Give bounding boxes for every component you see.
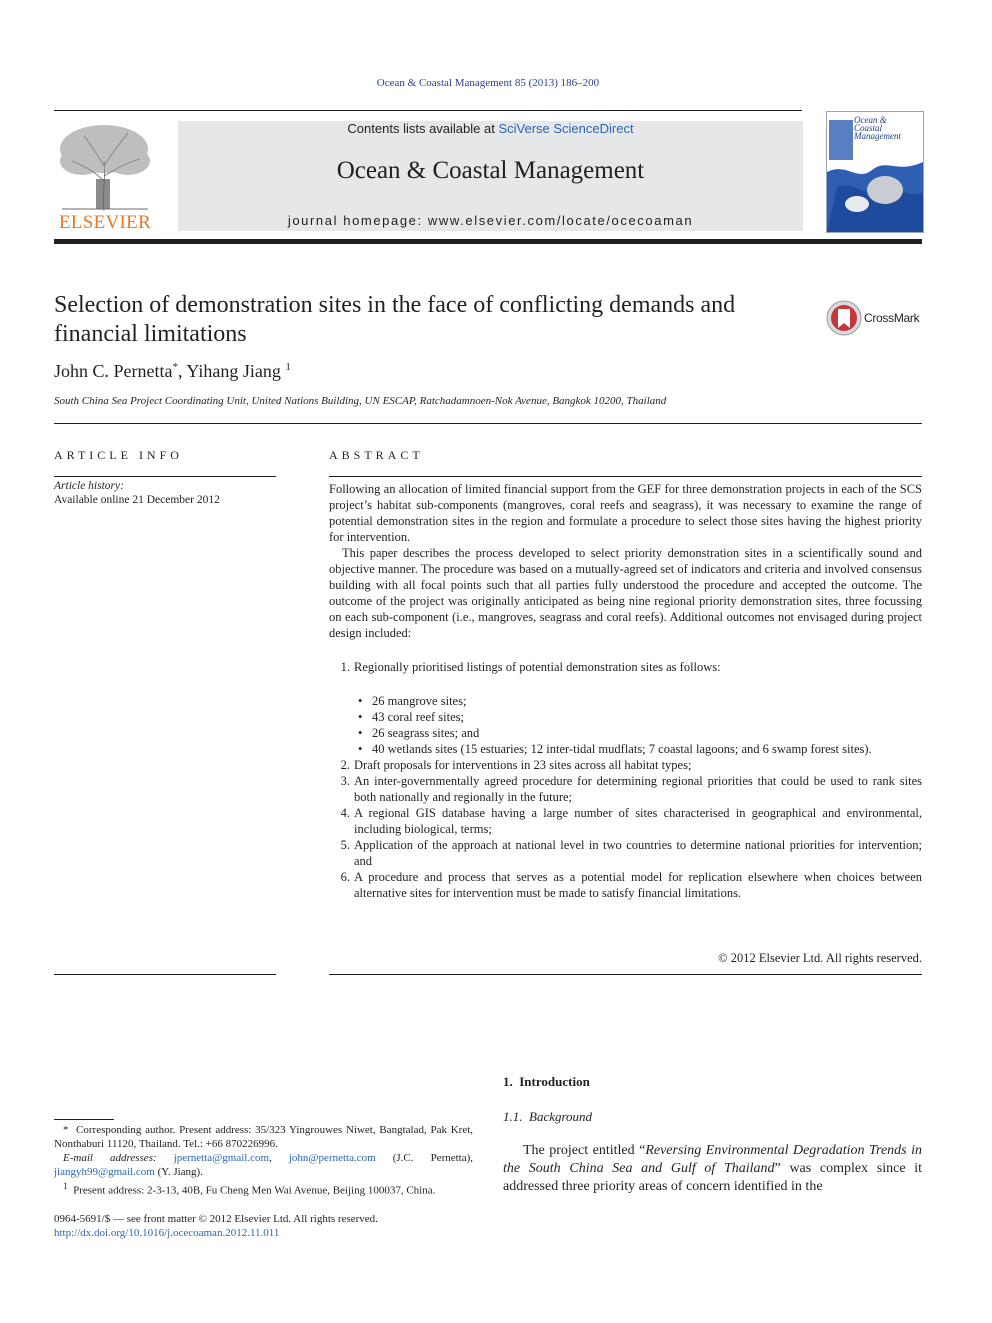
article-info-end-rule	[54, 974, 276, 975]
bullet-icon: •	[358, 742, 363, 756]
bullet-item	[354, 725, 922, 741]
email-link[interactable]: jiangyh99@gmail.com	[54, 1166, 155, 1178]
list-text: Draft proposals for interventions in 23 sites across all habitat types;	[354, 758, 692, 772]
list-number: 2.	[340, 758, 350, 772]
article-info-rule	[54, 476, 276, 477]
list-text: A procedure and process that serves as a potential model for replication elsewhere when choices between alternative sites for intervention must be made to satisfy financial limitations.	[354, 870, 922, 900]
article-title: Selection of demonstration sites in the face of conflicting demands and financial limitations	[54, 292, 736, 347]
footnote-text: Corresponding author. Present address: 35/323 Yingrouwes Niwet, Bangtalad, Pak Kret, Nonthaburi 11120, Thailand. Tel.: +66 870226996.	[54, 1124, 474, 1150]
list-item	[329, 773, 922, 805]
outcomes-list	[329, 659, 922, 901]
abstract-heading: ABSTRACT	[329, 448, 424, 462]
body-text-end: ” was complex since it addressed three priority areas of concern identified in the	[503, 1161, 923, 1194]
bullet-icon: •	[358, 694, 363, 708]
bullet-item	[354, 693, 922, 709]
email-owner: (J.C. Pernetta),	[392, 1152, 474, 1164]
footnotes	[54, 1123, 473, 1198]
history-label: Article history:	[54, 480, 124, 492]
journal-homepage[interactable]: journal homepage: www.elsevier.com/locate/ocecoaman	[287, 213, 694, 228]
crossmark-label[interactable]: CrossMark	[864, 311, 920, 325]
author-name[interactable]: Yihang Jiang	[186, 361, 281, 381]
abstract-paragraph: This paper describes the process developed to select priority demonstration sites in a scientifically sound and objective manner. The procedure was based on a mutually-agreed set of indicators and criteria and involved consensus building with all focal points such that all parties fully understood the procedure and accepted the outcome. The outcome of the project was originally anticipated as being nine regional priority demonstration sites, three focussing on each sub-component (i.e., mangroves, seagrass and coral reefs). Additional outcomes not envisaged during project design included:	[329, 546, 922, 640]
bullet-icon: •	[358, 726, 363, 740]
journal-citation[interactable]: Ocean & Coastal Management 85 (2013) 186–200	[376, 77, 600, 89]
email-owner: (Y. Jiang).	[157, 1166, 203, 1178]
cover-title: Ocean & Coastal Management	[854, 115, 901, 141]
email-link[interactable]: jpernetta@gmail.com	[173, 1152, 270, 1164]
doi-link[interactable]: http://dx.doi.org/10.1016/j.ocecoaman.2012.11.011	[54, 1227, 280, 1239]
list-text: Regionally prioritised listings of potential demonstration sites as follows:	[354, 660, 721, 674]
journal-cover-image	[826, 111, 924, 233]
section-heading: 1. Introduction	[503, 1074, 590, 1089]
bullet-text: 43 coral reef sites;	[372, 710, 464, 724]
bullet-text: 26 mangrove sites;	[372, 694, 467, 708]
list-number: 6.	[340, 870, 350, 884]
project-title: Reversing Environmental Degradation Trends in the South China Sea and Gulf of Thailand	[503, 1143, 922, 1176]
list-number: 5.	[340, 838, 350, 852]
header-top-rule	[54, 110, 802, 111]
footnote-corresponding	[54, 1123, 473, 1151]
abstract-copyright: © 2012 Elsevier Ltd. All rights reserved.	[718, 951, 922, 965]
list-number: 4.	[340, 806, 350, 820]
footnote-rule	[54, 1119, 114, 1120]
list-item	[329, 659, 922, 757]
header-thick-rule	[54, 239, 922, 244]
abstract-text	[329, 481, 922, 641]
journal-title: Ocean & Coastal Management	[336, 157, 645, 184]
author-name[interactable]: John C. Pernetta	[54, 361, 173, 381]
email-link[interactable]: john@pernetta.com	[288, 1152, 376, 1164]
issn-line: 0964-5691/$ — see front matter © 2012 Elsevier Ltd. All rights reserved.	[54, 1213, 378, 1225]
body-paragraph	[503, 1142, 922, 1196]
abstract-paragraph: Following an allocation of limited financial support from the GEF for three demonstration projects in each of the SCS project’s habitat sub-components (mangroves, coral reefs and seagrass), it was necessary to examine the range of potential demonstration sites in the region and formulate a procedure to select those sites having the highest priority for intervention.	[329, 482, 922, 544]
author-affiliation: South China Sea Project Coordinating Unit, United Nations Building, UN ESCAP, Ratchadamnoen-Nok Avenue, Bangkok 10200, Thailand	[54, 395, 667, 407]
body-text-start: The project entitled “	[523, 1143, 646, 1158]
subsection-heading: 1.1. Background	[503, 1109, 593, 1124]
list-item	[329, 757, 922, 773]
list-text: An inter-governmentally agreed procedure for determining regional priorities that could be used to rank sites both nationally and regionally in the future;	[354, 774, 922, 804]
contents-line	[178, 121, 803, 136]
list-text: Application of the approach at national level in two countries to determine national priorities for intervention; and	[354, 838, 922, 868]
list-item	[329, 805, 922, 837]
author-list: John C. Pernetta*, Yihang Jiang $^1$	[54, 361, 291, 381]
contents-prefix: Contents lists available at	[347, 121, 499, 136]
publisher-name: ELSEVIER	[58, 212, 152, 233]
list-text: A regional GIS database having a large number of sites characterised in geographical and environmental, including biological, terms;	[354, 806, 922, 836]
bullet-icon: •	[358, 710, 363, 724]
footnote-text: Present address: 2-3-13, 40B, Fu Cheng Men Wai Avenue, Beijing 100037, China.	[73, 1184, 436, 1197]
author-mark[interactable]: *	[172, 361, 178, 373]
email-label: E-mail addresses:	[63, 1152, 157, 1164]
journal-banner	[178, 121, 803, 231]
issn-block	[54, 1212, 378, 1240]
abstract-end-rule	[329, 974, 922, 975]
list-item	[329, 869, 922, 901]
article-info-heading: ARTICLE INFO	[54, 448, 183, 462]
abstract-rule	[329, 476, 922, 477]
footnote-present-address	[54, 1179, 473, 1198]
footnote-mark: *	[63, 1124, 69, 1136]
list-item	[329, 837, 922, 869]
site-bullets	[354, 693, 922, 757]
footnote-emails: E-mail addresses: jpernetta@gmail.com, john@pernetta.com (J.C. Pernetta), jiangyh99@gmail.com (Y. Jiang).	[54, 1152, 474, 1178]
bullet-text: 26 seagrass sites; and	[372, 726, 480, 740]
history-value: Available online 21 December 2012	[54, 494, 220, 506]
title-block-rule	[54, 423, 922, 424]
list-number: 3.	[340, 774, 350, 788]
bullet-text: 40 wetlands sites (15 estuaries; 12 inter-tidal mudflats; 7 coastal lagoons; and 6 swamp forest sites).	[372, 742, 872, 756]
list-number: 1.	[340, 660, 350, 674]
bullet-item	[354, 709, 922, 725]
sciencedirect-link[interactable]: SciVerse ScienceDirect	[498, 121, 634, 136]
footnote-mark: 1	[63, 1181, 68, 1191]
author-mark[interactable]: 1	[285, 361, 291, 373]
bullet-item	[354, 741, 922, 757]
